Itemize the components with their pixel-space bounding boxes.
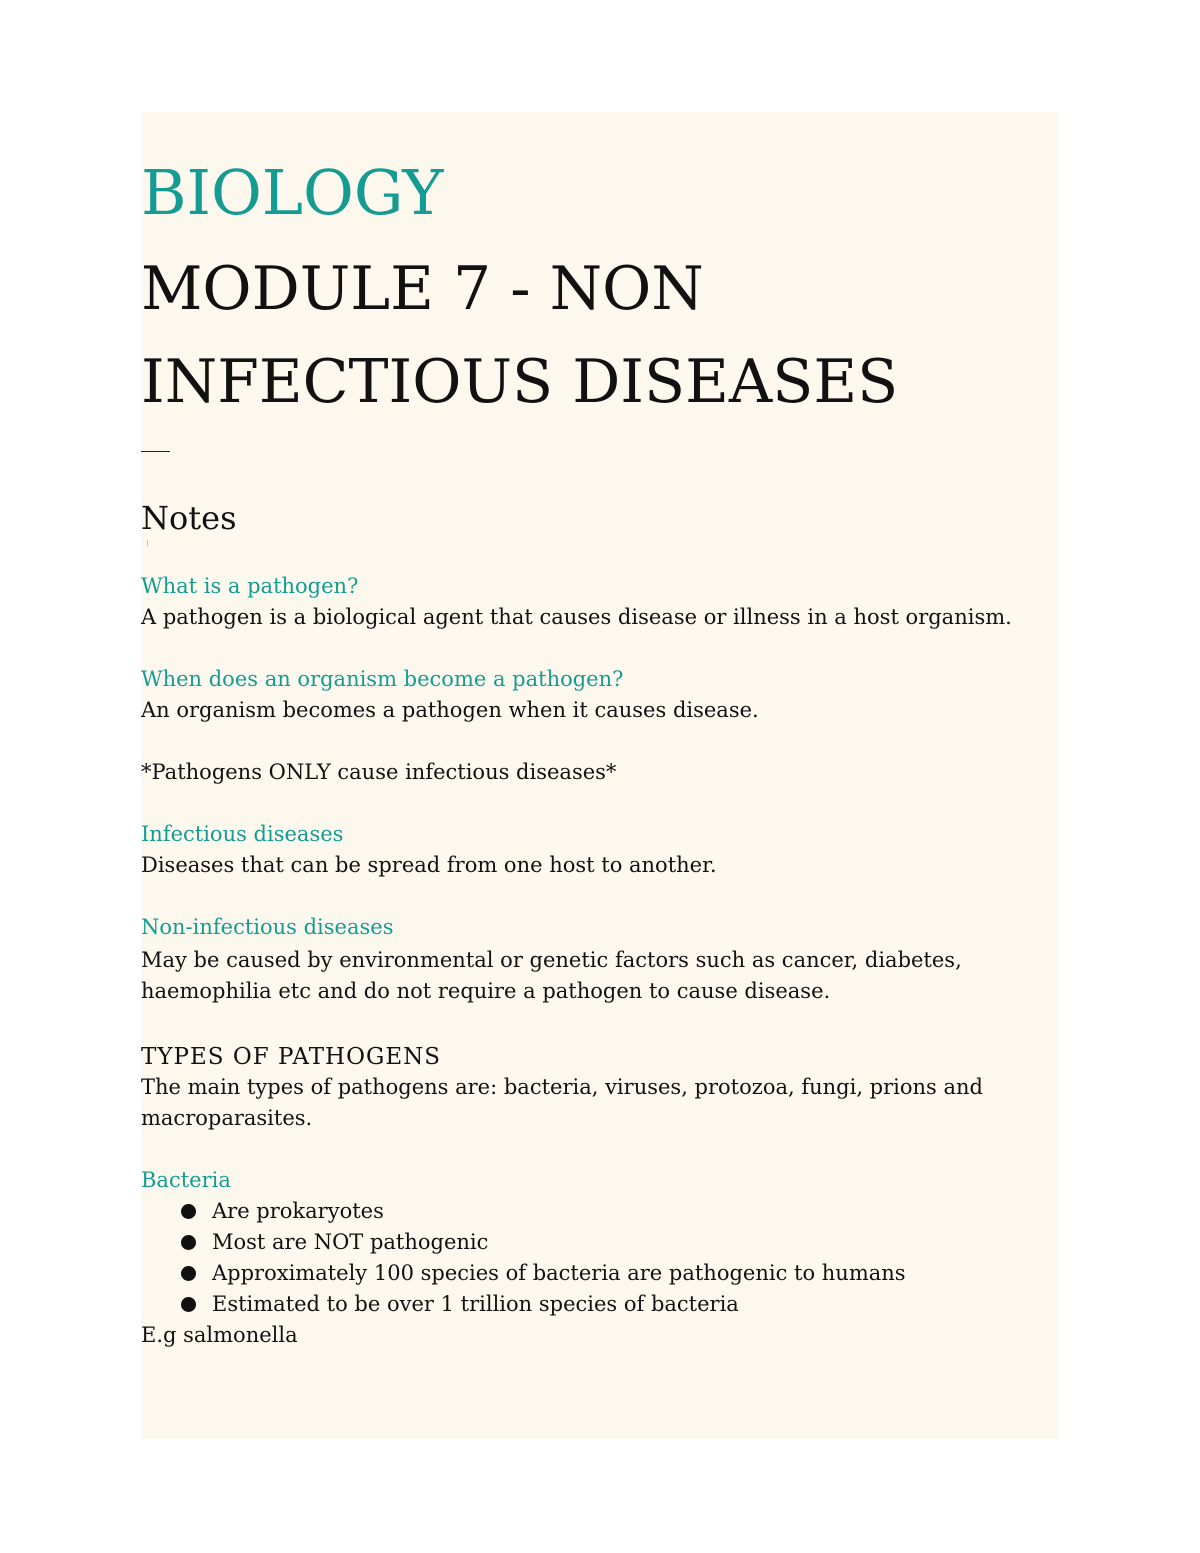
list-item	[181, 1229, 906, 1260]
question-become-pathogen: When does an organism become a pathogen?	[141, 667, 624, 691]
bacteria-bullet-list	[181, 1198, 906, 1322]
bullet-dot-icon	[181, 1204, 196, 1219]
title-separator-rule	[141, 451, 170, 452]
non-infectious-diseases-heading: Non-infectious diseases	[141, 915, 394, 939]
answer-pathogen: A pathogen is a biological agent that causes disease or illness in a host organism.	[141, 605, 1012, 629]
list-item	[181, 1260, 906, 1291]
list-item-text: Most are NOT pathogenic	[212, 1230, 489, 1254]
types-intro-line-1: The main types of pathogens are: bacteria, viruses, protozoa, fungi, prions and	[141, 1075, 983, 1099]
types-of-pathogens-heading: TYPES OF PATHOGENS	[141, 1044, 441, 1070]
bacteria-heading: Bacteria	[141, 1168, 231, 1192]
bacteria-example: E.g salmonella	[141, 1323, 298, 1347]
document-page	[141, 112, 1058, 1439]
list-item	[181, 1291, 906, 1322]
non-infectious-text-line-1: May be caused by environmental or genetic factors such as cancer, diabetes,	[141, 948, 962, 972]
bullet-dot-icon	[181, 1235, 196, 1250]
list-item	[181, 1198, 906, 1229]
list-item-text: Are prokaryotes	[212, 1199, 384, 1223]
subject-title: BIOLOGY	[141, 156, 444, 229]
notes-heading: Notes	[141, 499, 237, 537]
bullet-dot-icon	[181, 1297, 196, 1312]
pathogen-note: *Pathogens ONLY cause infectious diseases*	[141, 760, 617, 784]
list-item-text: Approximately 100 species of bacteria are pathogenic to humans	[212, 1261, 906, 1285]
infectious-diseases-text: Diseases that can be spread from one host to another.	[141, 853, 717, 877]
bullet-dot-icon	[181, 1266, 196, 1281]
module-title-line-2: INFECTIOUS DISEASES	[141, 347, 899, 417]
types-intro-line-2: macroparasites.	[141, 1106, 313, 1130]
answer-become-pathogen: An organism becomes a pathogen when it causes disease.	[141, 698, 759, 722]
list-item-text: Estimated to be over 1 trillion species of bacteria	[212, 1292, 739, 1316]
cursor-mark	[147, 540, 148, 546]
question-pathogen: What is a pathogen?	[141, 574, 359, 598]
infectious-diseases-heading: Infectious diseases	[141, 822, 344, 846]
non-infectious-text-line-2: haemophilia etc and do not require a pathogen to cause disease.	[141, 979, 831, 1003]
module-title-line-1: MODULE 7 - NON	[141, 254, 704, 324]
